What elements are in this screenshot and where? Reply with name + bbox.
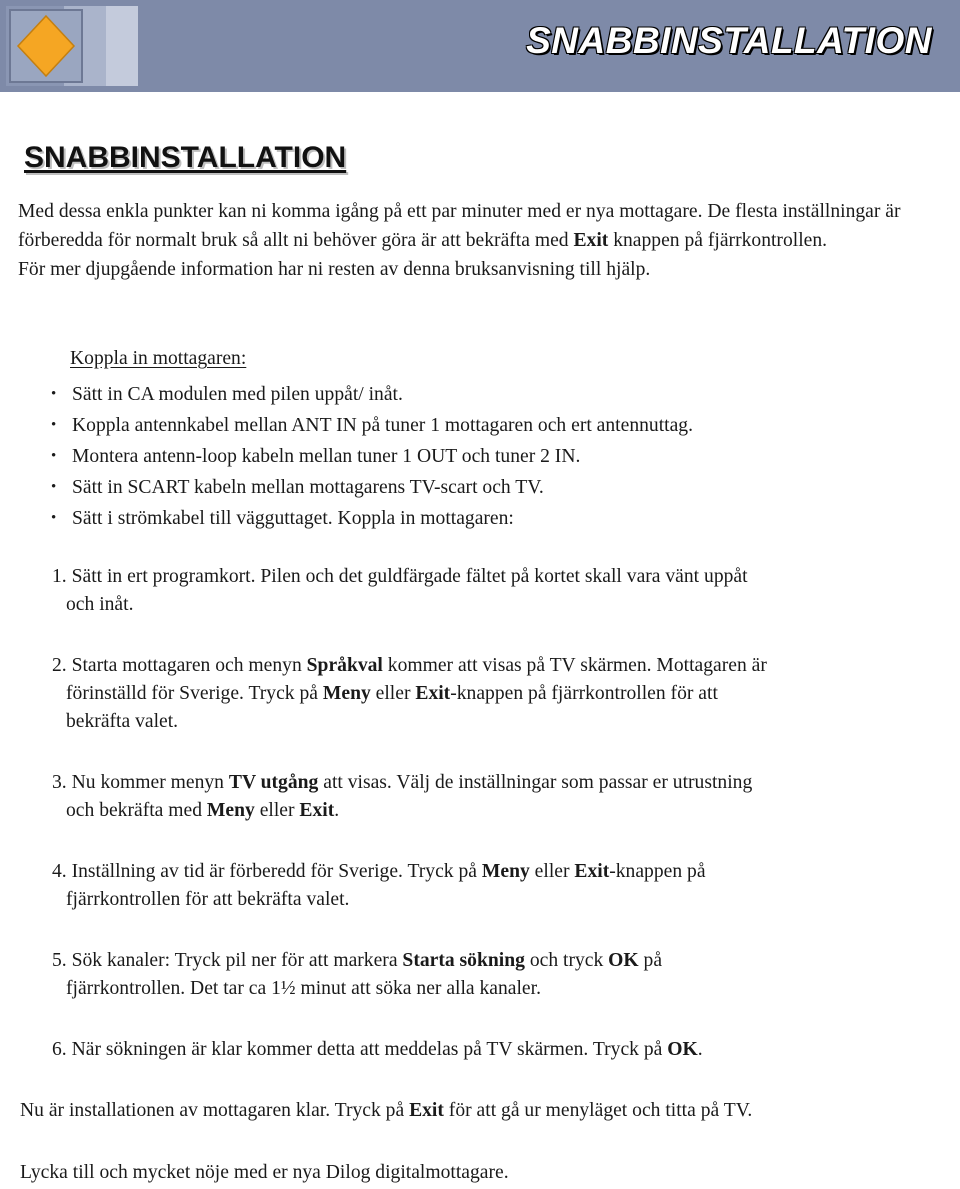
step-text: eller <box>529 861 575 882</box>
step-text: -knappen på fjärrkontrollen för att <box>450 683 718 704</box>
step-text: . <box>334 800 340 821</box>
step-text: fjärrkontrollen för att bekräfta valet. <box>66 889 350 910</box>
step-text: kommer att visas på TV skärmen. Mottagaren är <box>382 655 767 676</box>
keyword: Språkval <box>306 655 383 676</box>
diamond-logo-icon <box>6 6 138 86</box>
step-text: 6. När sökningen är klar kommer detta att meddelas på TV skärmen. Tryck på <box>52 1039 668 1060</box>
list-item <box>48 379 693 410</box>
bullet-text: Sätt in CA modulen med pilen uppåt/ inåt. <box>72 384 403 405</box>
keyword: Meny <box>481 861 530 882</box>
intro-text: knappen på fjärrkontrollen. <box>608 230 828 251</box>
list-item <box>48 503 693 534</box>
bullet-text: Sätt in SCART kabeln mellan mottagarens TV-scart och TV. <box>72 477 544 498</box>
keyword: TV utgång <box>228 772 319 793</box>
step-continuation <box>52 797 932 825</box>
bullet-icon: • <box>51 479 57 495</box>
intro-paragraph <box>18 197 948 284</box>
step-text: -knappen på <box>609 861 706 882</box>
bullet-icon: • <box>51 448 57 464</box>
header-title: SNABBINSTALLATION <box>526 20 932 61</box>
step-text: 4. Inställning av tid är förberedd för Sverige. Tryck på <box>52 861 482 882</box>
step-text: 5. Sök kanaler: Tryck pil ner för att markera <box>52 950 403 971</box>
keyword: Meny <box>322 683 371 704</box>
keyword: Starta sökning <box>402 950 525 971</box>
intro-line-1 <box>18 197 948 255</box>
step-text: och tryck <box>524 950 609 971</box>
step-5 <box>52 947 932 1003</box>
bullet-icon: • <box>51 510 57 526</box>
exit-keyword: Exit <box>409 1100 444 1121</box>
step-text: eller <box>254 800 300 821</box>
step-text: 1. Sätt in ert programkort. Pilen och det guldfärgade fältet på kortet skall vara vänt uppåt <box>52 566 748 587</box>
step-text: 2. Starta mottagaren och menyn <box>52 655 307 676</box>
step-3 <box>52 769 932 825</box>
intro-line-2: För mer djupgående information har ni resten av denna bruksanvisning till hjälp. <box>18 259 651 280</box>
step-1 <box>52 563 932 619</box>
section-title: SNABBINSTALLATION <box>24 141 347 174</box>
step-text: och inåt. <box>66 594 134 615</box>
step-text: 3. Nu kommer menyn <box>52 772 229 793</box>
header-band <box>0 0 960 92</box>
closing-line-2: Lycka till och mycket nöje med er nya Dilog digitalmottagare. <box>20 1162 509 1183</box>
step-text: och bekräfta med <box>66 800 207 821</box>
keyword: Exit <box>299 800 335 821</box>
connect-bullet-list <box>48 379 693 534</box>
keyword: OK <box>608 950 639 971</box>
step-continuation <box>52 680 932 708</box>
step-text: . <box>697 1039 703 1060</box>
bullet-text: Montera antenn-loop kabeln mellan tuner 1 OUT och tuner 2 IN. <box>72 446 581 467</box>
keyword: Exit <box>415 683 451 704</box>
bullet-text: Koppla antennkabel mellan ANT IN på tuner 1 mottagaren och ert antennuttag. <box>72 415 693 436</box>
keyword: OK <box>667 1039 698 1060</box>
step-4 <box>52 858 932 914</box>
list-item <box>48 410 693 441</box>
keyword: Meny <box>206 800 255 821</box>
step-2 <box>52 652 932 736</box>
closing-text: Nu är installationen av mottagaren klar. Tryck på <box>20 1100 410 1121</box>
step-text: att visas. Välj de inställningar som passar er utrustning <box>318 772 753 793</box>
intro-text: Med dessa enkla punkter kan ni komma igång på ett par minuter med er nya mottagare. De flesta inställningar är förberedda för normalt bruk så allt ni behöver göra är att bekräfta med <box>18 201 901 251</box>
closing-text: för att gå ur menyläget och titta på TV. <box>443 1100 753 1121</box>
keyword: Exit <box>574 861 610 882</box>
step-text: på <box>638 950 663 971</box>
connect-heading: Koppla in mottagaren: <box>70 348 247 369</box>
step-text: fjärrkontrollen. Det tar ca 1½ minut att söka ner alla kanaler. <box>66 978 541 999</box>
bullet-icon: • <box>51 417 57 433</box>
list-item <box>48 472 693 503</box>
bullet-icon: • <box>51 386 57 402</box>
list-item <box>48 441 693 472</box>
step-text: bekräfta valet. <box>66 711 179 732</box>
bullet-text: Sätt i strömkabel till vägguttaget. Koppla in mottagaren: <box>72 508 514 529</box>
step-text: eller <box>370 683 416 704</box>
step-6 <box>52 1036 932 1064</box>
closing-line-1 <box>20 1097 950 1125</box>
step-text: förinställd för Sverige. Tryck på <box>66 683 323 704</box>
exit-keyword: Exit <box>573 230 609 251</box>
